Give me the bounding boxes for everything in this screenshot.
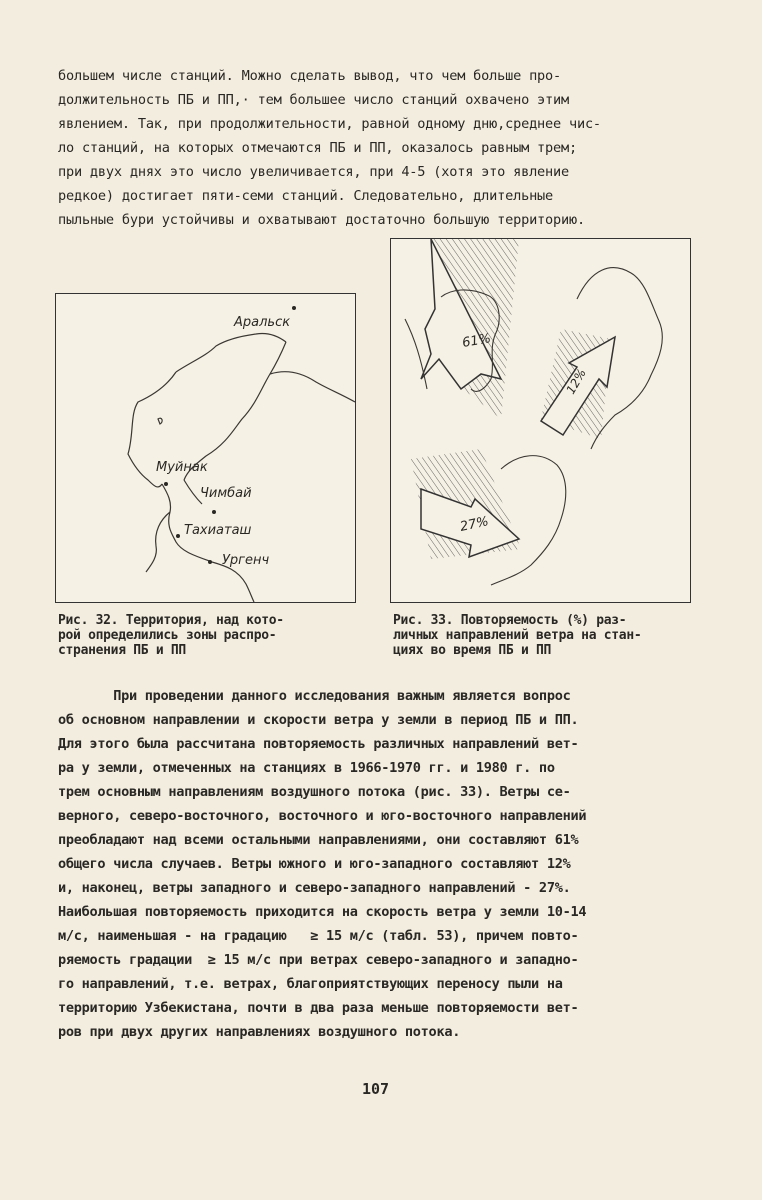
page-number: 107 (362, 1080, 390, 1098)
text-line: и, наконец, ветры западного и северо-западного направлений - 27%. (58, 880, 571, 896)
text-line: м/с, наименьшая - на градацию ≥ 15 м/с (табл. 53), причем повто- (58, 928, 579, 944)
label-27-percent: 27% (458, 514, 491, 535)
intro-paragraph (58, 64, 601, 232)
text-line: общего числа случаев. Ветры южного и юго-западного составляют 12% (58, 856, 571, 872)
text-line: Наибольшая повторяемость приходится на скорость ветра у земли 10-14 (58, 904, 587, 920)
river-syrdarya (270, 372, 355, 402)
caption-figure-33 (393, 613, 641, 658)
map-coast-west (405, 319, 427, 389)
label-muynak: Муйнак (156, 460, 208, 475)
station-dot (208, 560, 212, 564)
station-dot (176, 534, 180, 538)
territory-map (56, 294, 355, 602)
caption-line: личных направлений ветра на стан- (393, 628, 642, 643)
wind-direction-map (391, 239, 690, 602)
text-line: территорию Узбекистана, почти в два раза меньше повторяемости вет- (58, 1000, 579, 1016)
text-line: го направлений, т.е. ветрах, благоприятствующих переносу пыли на (58, 976, 563, 992)
text-line: об основном направлении и скорости ветра у земли в период ПБ и ПП. (58, 712, 579, 728)
figure-32-map (55, 293, 356, 603)
text-line: трем основным направлениям воздушного потока (рис. 33). Ветры се- (58, 784, 571, 800)
caption-figure-32 (58, 613, 284, 658)
text-line: ра у земли, отмеченных на станциях в 1966-1970 гг. и 1980 г. по (58, 760, 555, 776)
text-line: при двух днях это число увеличивается, при 4-5 (хотя это явление (58, 164, 569, 180)
main-paragraph (58, 684, 586, 1044)
figure-33-wind-map (390, 238, 691, 603)
text-line: пыльные бури устойчивы и охватывают достаточно большую территорию. (58, 212, 585, 228)
caption-line: странения ПБ и ПП (58, 643, 186, 658)
label-61-percent: 61% (461, 331, 493, 351)
text-line: верного, северо-восточного, восточного и юго-восточного направлений (58, 808, 587, 824)
text-line: ров при двух других направлениях воздушного потока. (58, 1024, 461, 1040)
delta-branch-west (146, 512, 170, 572)
station-dot (164, 482, 168, 486)
station-dot (292, 306, 296, 310)
label-urgench: Ургенч (222, 553, 270, 568)
caption-line: рой определились зоны распро- (58, 628, 277, 643)
station-dot (212, 510, 216, 514)
text-line: явлением. Так, при продолжительности, равной одному дню,среднее чис- (58, 116, 601, 132)
text-line: ло станций, на которых отмечаются ПБ и ПП, оказалось равным трем; (58, 140, 577, 156)
text-line: преобладают над всеми остальными направлениями, они составляют 61% (58, 832, 579, 848)
text-line: При проведении данного исследования важным является вопрос (58, 688, 571, 704)
caption-line: Рис. 33. Повторяемость (%) раз- (393, 613, 627, 628)
caption-line: Рис. 32. Территория, над кото- (58, 613, 284, 628)
text-line: должительность ПБ и ПП,· тем большее число станций охвачено этим (58, 92, 569, 108)
label-chimbay: Чимбай (200, 486, 252, 501)
island (158, 418, 162, 424)
label-12-percent: 12% (563, 366, 589, 397)
river-amudarya (162, 484, 254, 602)
text-line: редкое) достигает пяти-семи станций. Следовательно, длительные (58, 188, 554, 204)
text-line: Для этого была рассчитана повторяемость различных направлений вет- (58, 736, 579, 752)
label-aralsk: Аральск (234, 315, 291, 330)
caption-line: циях во время ПБ и ПП (393, 643, 552, 658)
text-line: ряемость градации ≥ 15 м/с при ветрах северо-западного и западно- (58, 952, 579, 968)
text-line: большем числе станций. Можно сделать вывод, что чем больше про- (58, 68, 562, 84)
aral-north-shore (176, 333, 286, 372)
label-takhiatash: Тахиаташ (184, 523, 252, 538)
